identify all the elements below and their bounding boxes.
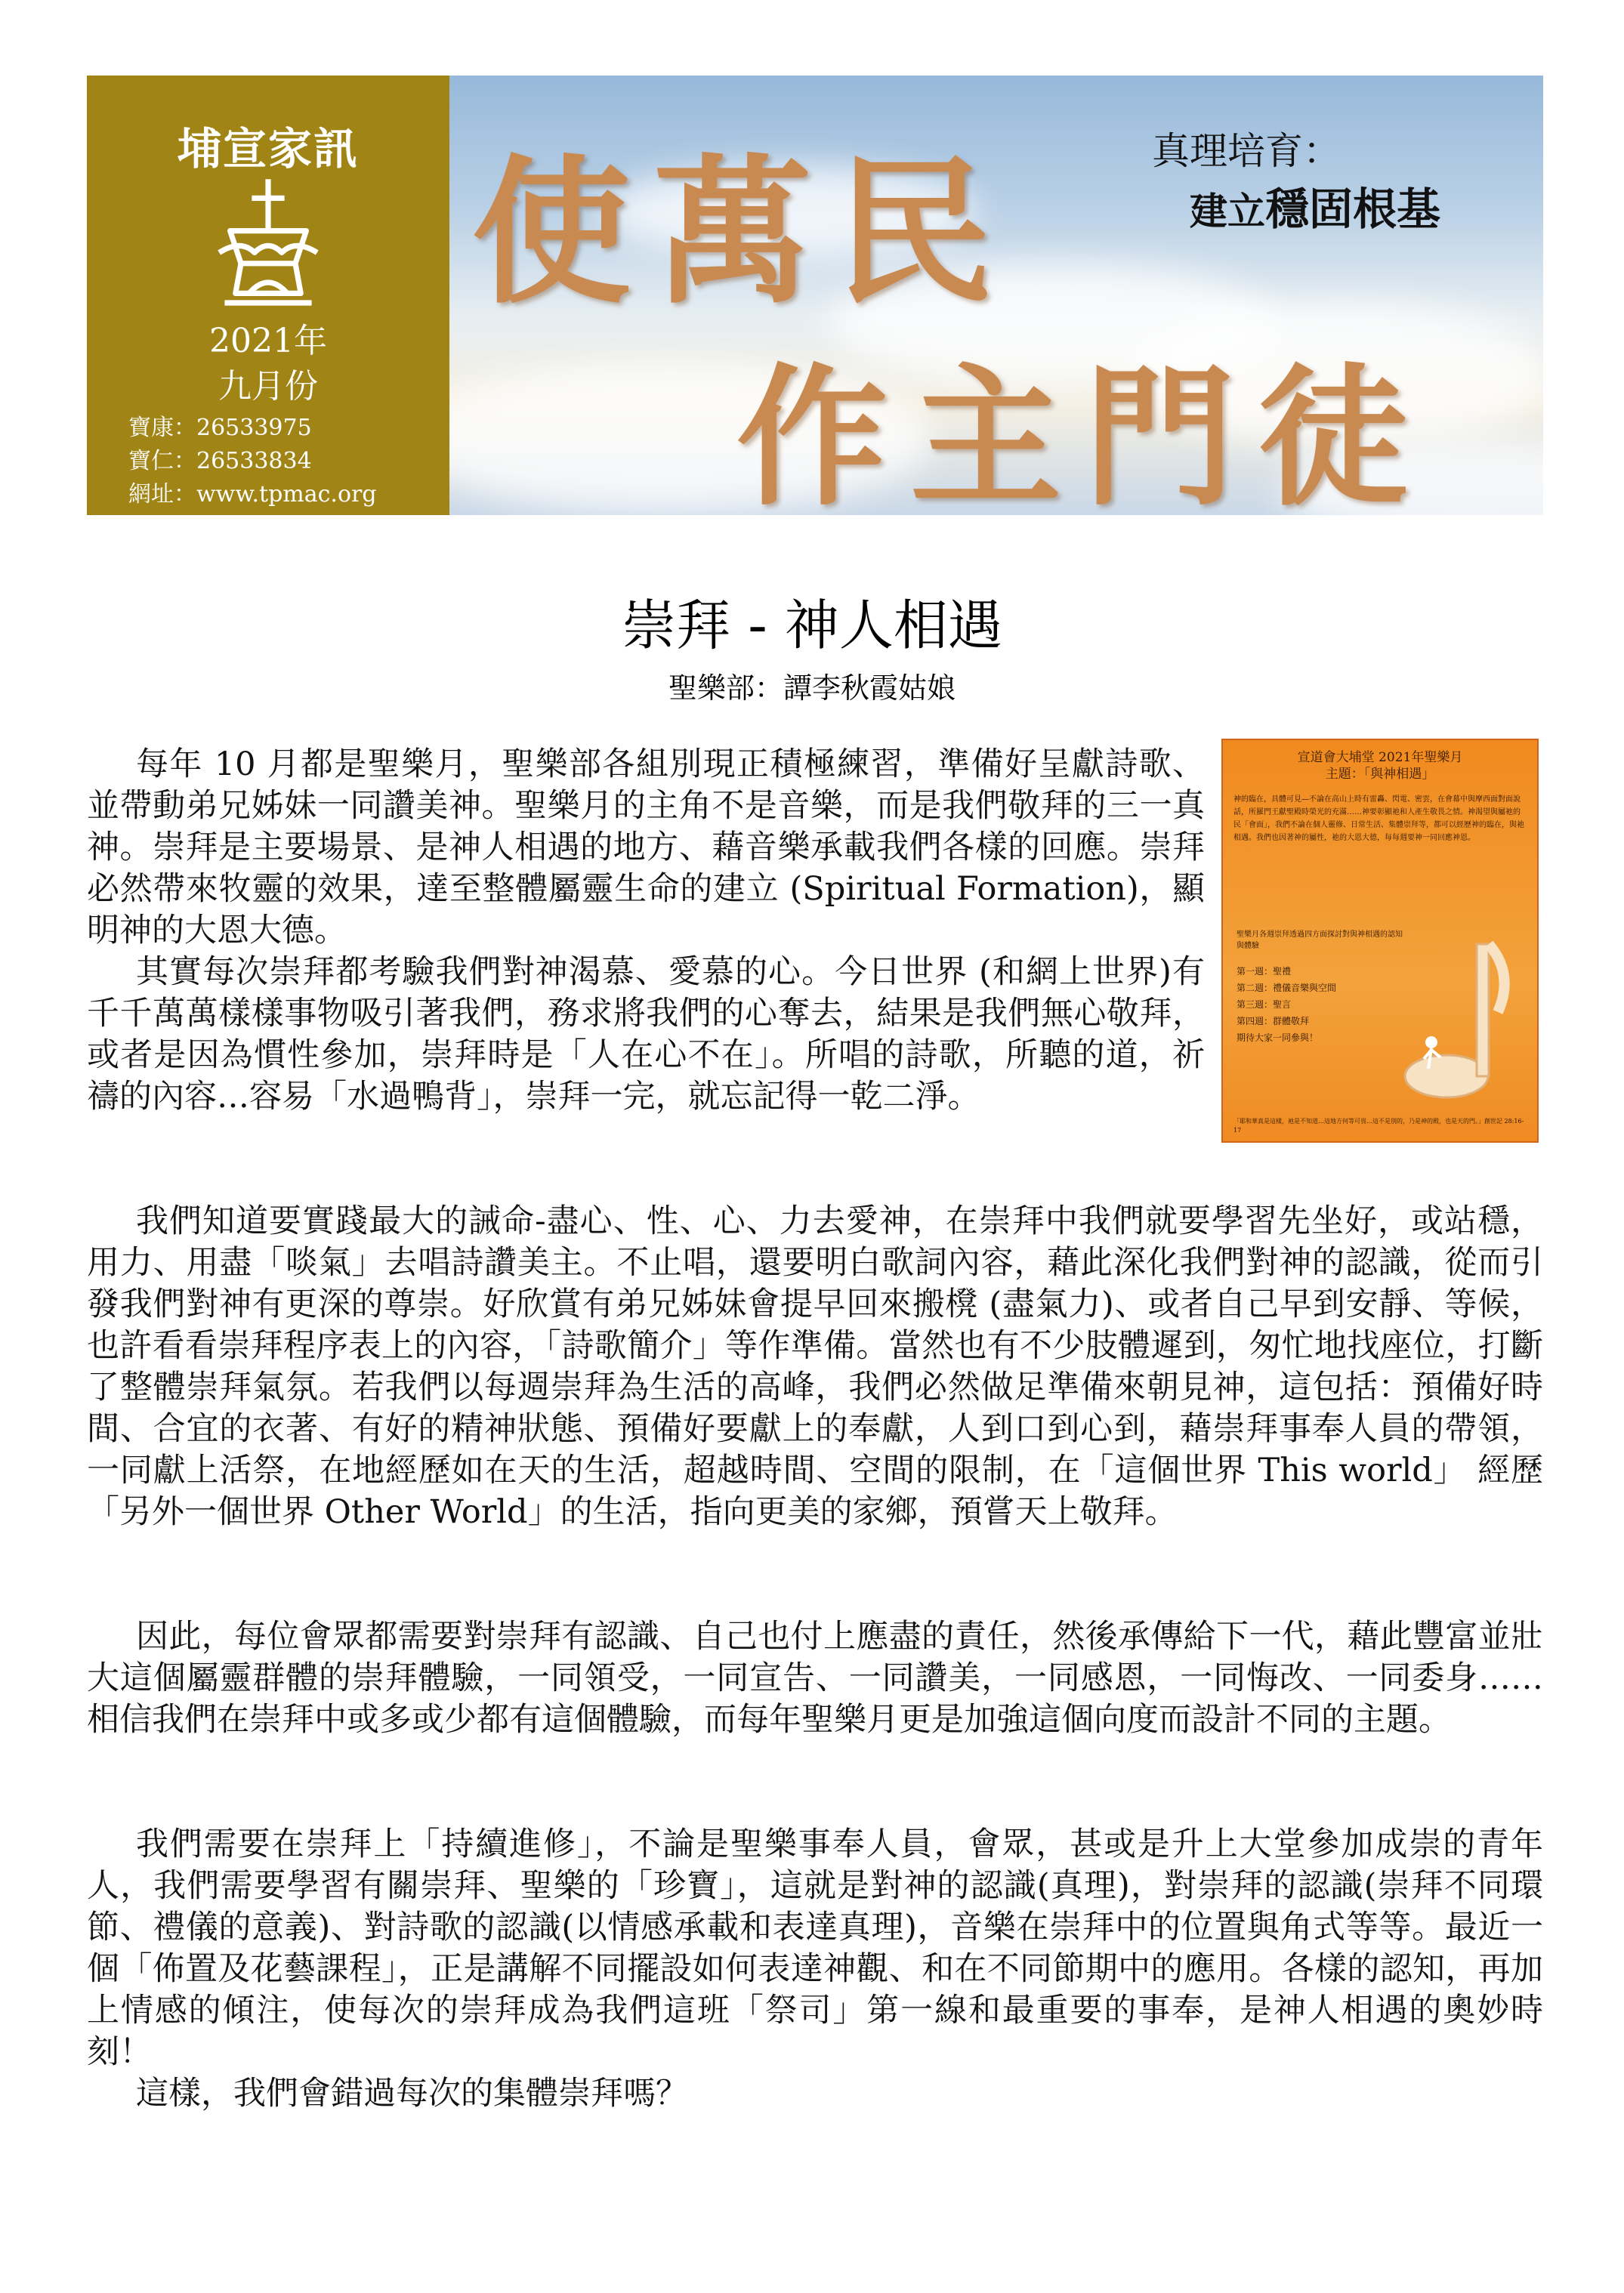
article-paragraph-3: 我們知道要實踐最大的誡命-盡心、性、心、力去愛神，在崇拜中我們就要學習先坐好，或站穩，用力、用盡「啖氣」去唱詩讚美主。不止唱，還要明白歌詞內容，藉此深化我們對神的認識，從而引發我們對神有更深的尊崇。好欣賞有弟兄姊妹會提早回來搬櫈 (盡氣力)、或者自己早到安靜、等候，也許看看崇拜程序表上的內容，「詩歌簡介」等作準備。當然也有不少肢體遲到，匆忙地找座位，打斷了整體崇拜氣氛。若我們以每週崇拜為生活的高峰，我們必然做足準備來朝見神，這包括：預備好時間、合宜的衣著、有好的精神狀態、預備好要獻上的奉獻，人到口到心到，藉崇拜事奉人員的帶領，一同獻上活祭，在地經歷如在天的生活，超越時間、空間的限制，在「這個世界 This world」 經歷 「另外一個世界 Other World」的生活，指向更美的家鄉，預嘗天上敬拜。 — [87, 1202, 1543, 1531]
article-paragraph-5: 我們需要在崇拜上「持續進修」，不論是聖樂事奉人員，會眾，甚或是升上大堂參加成崇的青年人，我們需要學習有關崇拜、聖樂的「珍寶」，這就是對神的認識(真理)，對崇拜的認識(崇拜不同環節、禮儀的意義)、對詩歌的認識(以情感承載和表達真理)，音樂在崇拜中的位置與角式等等。最近一個「佈置及花藝課程」，正是講解不同擺設如何表達神觀、和在不同節期中的應用。各樣的認知，再加上情感的傾注，使每次的崇拜成為我們這班「祭司」第一線和最重要的事奉，是神人相遇的奧妙時刻！ — [87, 1825, 1543, 2071]
poster-week-1: 第一週：聖禮 — [1237, 966, 1292, 977]
sacred-music-month-poster — [1221, 739, 1539, 1143]
article-paragraph-1: 每年 10 月都是聖樂月，聖樂部各組別現正積極練習，準備好呈獻詩歌、並帶動弟兄姊妹一同讚美神。聖樂月的主角不是音樂，而是我們敬拜的三一真神。崇拜是主要場景、是神人相遇的地方、藉音樂承載我們各樣的回應。崇拜必然帶來牧靈的效果，達至整體屬靈生命的建立 (Spiritual Formation)，顯明神的大恩大德。 — [87, 745, 1205, 949]
sky-banner — [449, 76, 1543, 515]
issue-year: 2021年 — [209, 322, 327, 360]
article-paragraph-2: 其實每次崇拜都考驗我們對神渴慕、愛慕的心。今日世界 (和網上世界)有千千萬萬樣樣事物吸引著我們，務求將我們的心奪去，結果是我們無心敬拜，或者是因為慣性參加，崇拜時是「人在心不在」。所唱的詩歌，所聽的道，祈禱的內容…容易「水過鴨背」，崇拜一完，就忘記得一乾二淨。 — [87, 953, 1205, 1116]
article-title: 崇拜 - 神人相遇 — [622, 594, 1002, 657]
motto-emphasis: 穩固根基 — [1265, 184, 1441, 235]
poster-title: 宣道會大埔堂 2021年聖樂月 — [1297, 750, 1463, 765]
article-byline: 聖樂部：譚李秋霞姑娘 — [668, 671, 956, 705]
poster-week-3: 第三週：聖言 — [1237, 999, 1292, 1010]
poster-body-text: 神的臨在，具體可見—不論在高山上時有雷轟、閃電、密雲，在會幕中與摩西面對面說話，所羅門王獻聖殿時榮光的充滿……神要彰顯祂和人產生敬畏之情。神渴望與屬祂的民「會面」，我們不論在個人靈修、日常生活、集體崇拜等，都可以經歷神的臨在，與祂相遇。我們也因著神的屬性，祂的大恩大德，每每週要神一同回應神恩。 — [1233, 795, 1524, 842]
headline-line-2: 作主門徒 — [736, 349, 1432, 515]
motto-line-2 — [1190, 174, 1440, 237]
poster-header — [1223, 749, 1537, 782]
motto-line-1: 真理培育： — [1152, 129, 1341, 173]
music-note-icon — [1401, 929, 1514, 1103]
contact-phone-2: 寶仁：26533834 — [128, 448, 312, 474]
poster-subtitle: 主題：「與神相遇」 — [1325, 767, 1435, 782]
article-paragraph-4: 因此，每位會眾都需要對崇拜有認識、自己也付上應盡的責任，然後承傳給下一代，藉此豐富並壯大這個屬靈群體的崇拜體驗，一同領受，一同宣告、一同讚美，一同感恩，一同悔改、一同委身……相信我們在崇拜中或多或少都有這個體驗，而每年聖樂月更是加強這個向度而設計不同的主題。 — [87, 1618, 1543, 1739]
contact-phone-1: 寶康：26533975 — [128, 415, 312, 441]
poster-footer: 「耶和華真是這樣，祂是不知道…這地方何等可畏…這不是別的，乃是神的殿，也是天的門。」創世記 28:16-17 — [1233, 1118, 1524, 1134]
headline-line-1: 使萬民 — [472, 139, 1017, 326]
poster-week-2: 第二週：禮儀音樂與空間 — [1237, 983, 1337, 993]
poster-question: 聖樂月各週崇拜透過四方面探討對與神相遇的認知與體驗 — [1237, 930, 1403, 950]
masthead-side-panel — [87, 76, 449, 515]
poster-invite: 期待大家一同參與！ — [1237, 1032, 1319, 1043]
issue-month: 九月份 — [218, 367, 318, 406]
poster-week-4: 第四週：群體敬拜 — [1237, 1016, 1310, 1026]
article-paragraph-6: 這樣，我們會錯過每次的集體崇拜嗎？ — [136, 2075, 688, 2112]
poster-week-list — [1237, 963, 1336, 1046]
publication-title: 埔宣家訊 — [177, 123, 359, 174]
church-logo-icon — [200, 174, 336, 310]
contact-website: 網址：www.tpmac.org — [128, 481, 377, 508]
masthead — [87, 76, 1543, 515]
motto-prefix: 建立 — [1190, 189, 1265, 233]
contact-list — [128, 412, 377, 511]
